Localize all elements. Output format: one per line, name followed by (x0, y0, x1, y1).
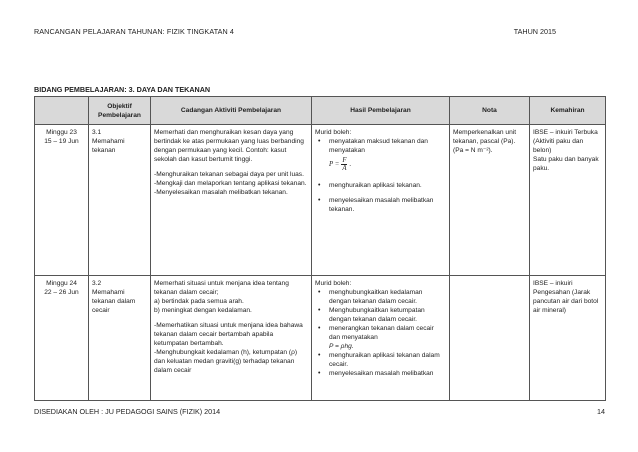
week-dates: 15 – 19 Jun (44, 138, 79, 145)
outcome-item: • menerangkan tekanan dalam cecair dan menyatakan (315, 324, 446, 342)
formula-tail: . (349, 161, 352, 168)
outcome-item: • menyelesaikan masalah melibatkan tekanan. (315, 196, 446, 214)
liquid-pressure-formula: P = ρhg. (329, 343, 354, 350)
week-cell (35, 125, 89, 276)
skills-text: Pengesahan (Jarak pancutan air dari botol air mineral) (533, 289, 599, 314)
notes-text: Memperkenalkan unit tekanan, pascal (Pa). (Pa = N m⁻²). (453, 129, 517, 154)
document-year: TAHUN 2015 (513, 27, 556, 36)
skills-cell (530, 276, 606, 401)
activity-paragraph: Memerhati dan menghuraikan kesan daya yang bertindak ke atas permukaan yang luas berbanding dengan permukaan yang kecil. Contoh: kasut sekolah dan kasut bertumit tinggi. (154, 129, 304, 163)
formula-denominator: A (342, 165, 347, 172)
lesson-plan-table (34, 96, 606, 401)
objective-number: 3.1 (92, 129, 102, 136)
pressure-formula (315, 157, 446, 172)
week-dates: 22 – 26 Jun (44, 289, 79, 296)
notes-cell (450, 276, 530, 401)
activities-cell (151, 276, 312, 401)
activity-subitem: b) meningkat dengan kedalaman. (154, 307, 252, 314)
outcome-item: • menyelesaikan masalah melibatkan (315, 369, 446, 378)
skills-cell (530, 125, 606, 276)
outcomes-cell (312, 276, 450, 401)
outcomes-cell (312, 125, 450, 276)
week-label: Minggu 24 (46, 280, 77, 287)
table-header-row (35, 97, 606, 125)
outcome-item: • Menghubungkaitkan ketumpatan dengan tekanan dalam cecair. (315, 306, 446, 324)
skills-text: Satu paku dan banyak paku. (533, 156, 599, 172)
activity-subitem: a) bertindak pada semua arah. (154, 298, 244, 305)
activities-cell (151, 125, 312, 276)
table-row (35, 276, 606, 401)
activity-paragraph: -Menghuraikan tekanan sebagai daya per unit luas. (154, 171, 304, 178)
formula-numerator: F (342, 157, 347, 164)
table-row (35, 125, 606, 276)
outcomes-intro: Murid boleh: (315, 280, 352, 287)
objective-text: Memahami tekanan (92, 138, 125, 154)
objective-cell (89, 125, 151, 276)
header-notes: Nota (450, 97, 530, 125)
formula-lhs: P = (329, 161, 340, 168)
page-number: 14 (597, 407, 605, 416)
header-objective: Objektif Pembelajaran (89, 97, 151, 125)
skills-text: IBSE – inkuiri (533, 280, 573, 287)
week-label: Minggu 23 (46, 129, 77, 136)
header-week (35, 97, 89, 125)
header-skills: Kemahiran (530, 97, 606, 125)
activity-paragraph: Memerhati situasi untuk menjana idea tentang tekanan dalam cecair; (154, 280, 289, 296)
activity-paragraph: -Menyelesaikan masalah melibatkan tekanan. (154, 189, 288, 196)
week-cell (35, 276, 89, 401)
activity-paragraph: -Memerhatikan situasi untuk menjana idea bahawa tekanan dalam cecair bertambah apabila ketumpatan bertambah. (154, 322, 303, 347)
outcome-item: • menghubungkaitkan kedalaman dengan tekanan dalam cecair. (315, 288, 446, 306)
outcome-item: • menyatakan maksud tekanan dan menyatakan (315, 137, 446, 155)
skills-text: IBSE – inkuiri Terbuka (Aktiviti paku dan belon) (533, 129, 598, 154)
formula-fraction (341, 157, 347, 172)
header-activities: Cadangan Aktiviti Pembelajaran (151, 97, 312, 125)
outcome-item: • menghuraikan aplikasi tekanan dalam cecair. (315, 351, 446, 369)
objective-text: Memahami tekanan dalam cecair (92, 289, 136, 314)
footer-credit: DISEDIAKAN OLEH : JU PEDAGOGI SAINS (FIZIK) 2014 (34, 407, 221, 416)
document-title: RANCANGAN PELAJARAN TAHUNAN: FIZIK TINGKATAN 4 (34, 27, 235, 36)
header-outcomes: Hasil Pembelajaran (312, 97, 450, 125)
learning-area-heading: BIDANG PEMBELAJARAN: 3. DAYA DAN TEKANAN (34, 85, 211, 94)
activity-paragraph: -Menghubungkait kedalaman (h), ketumpatan (ρ) dan keluatan medan graviti(g) terhadap tekanan dalam cecair (154, 349, 298, 374)
objective-cell (89, 276, 151, 401)
objective-number: 3.2 (92, 280, 102, 287)
notes-cell (450, 125, 530, 276)
outcomes-intro: Murid boleh: (315, 129, 352, 136)
activity-paragraph: -Mengkaji dan melaporkan tentang aplikasi tekanan. (154, 180, 307, 187)
outcome-item: • menghuraikan aplikasi tekanan. (315, 181, 446, 190)
